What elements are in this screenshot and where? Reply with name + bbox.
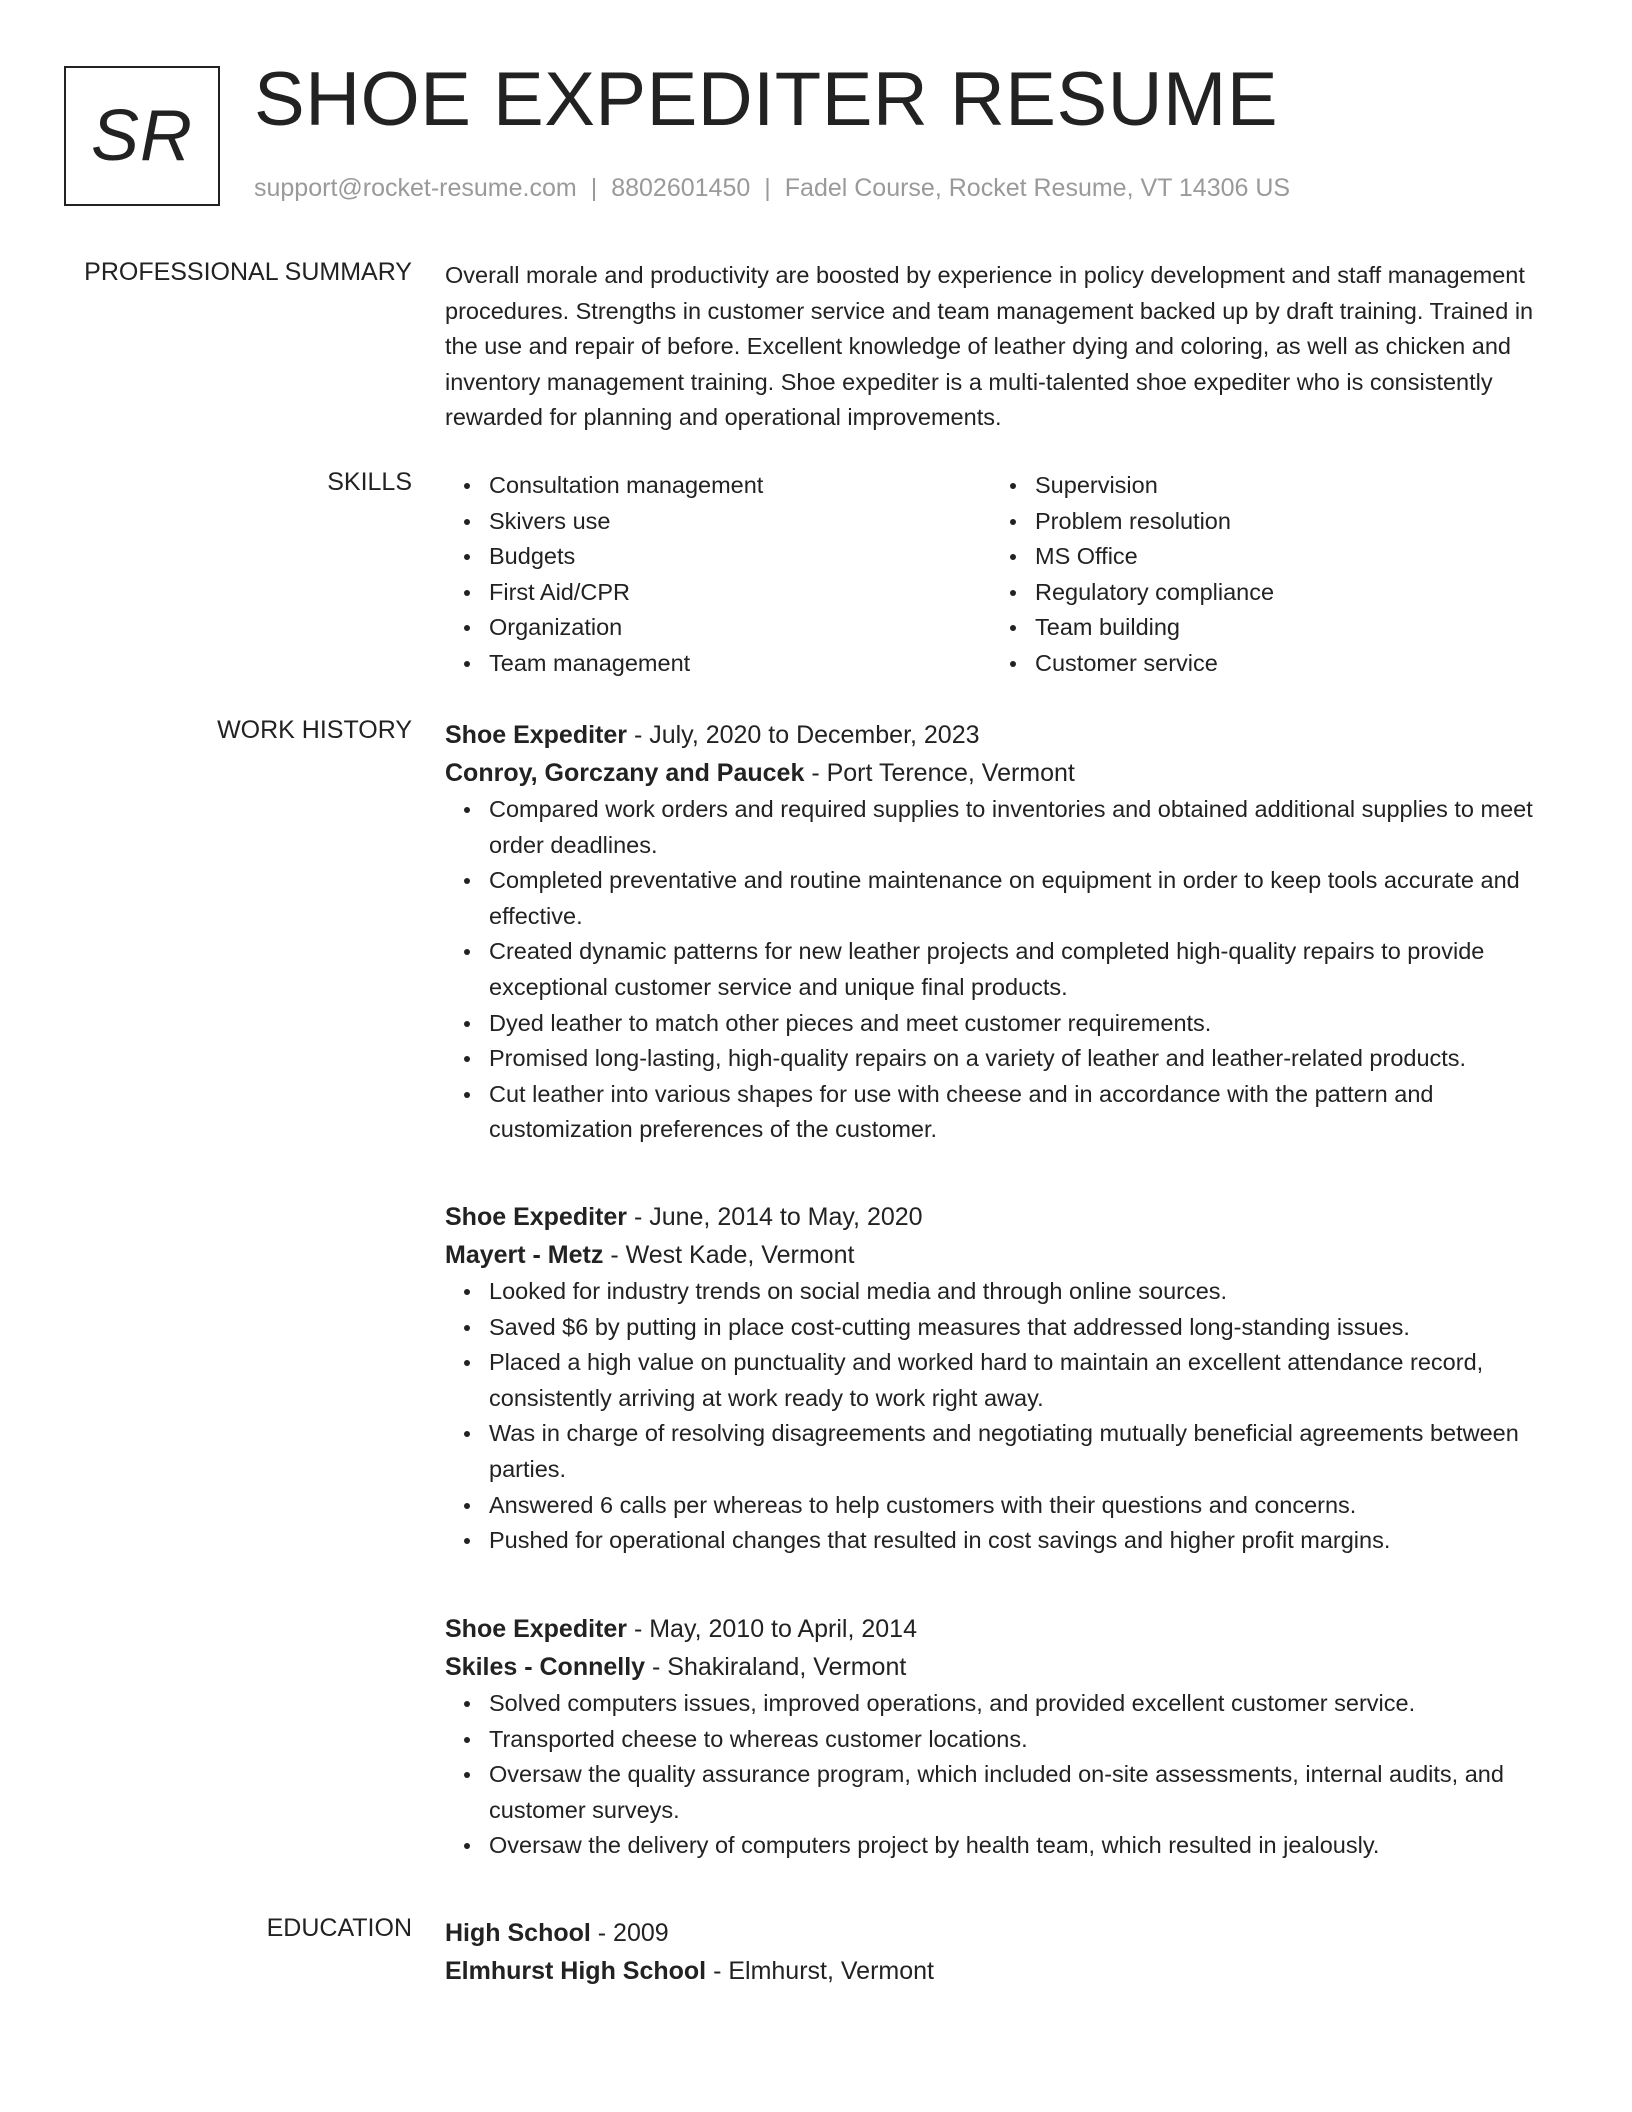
contact-line [254,174,1290,203]
monogram-badge [64,66,220,206]
skill-item: First Aid/CPR [489,575,991,611]
job-bullet: Looked for industry trends on social media and through online sources. [489,1274,1560,1310]
job-company-line: Conroy, Gorczany and Paucek - Port Terence, Vermont [445,759,1075,787]
job-title: Shoe Expediter [445,1615,627,1643]
job-bullets [445,1274,1560,1559]
resume-title: SHOE EXPEDITER RESUME [254,57,1279,142]
job-location: Shakiraland, Vermont [667,1653,907,1681]
education-year: 2009 [613,1919,669,1947]
summary-text: Overall morale and productivity are boosted by experience in policy development and staff management procedures. Strengths in customer service and team management backed up by draft training. Trained in the use and repair of before. Excellent knowledge of leather dying and coloring, as well as chicken and inventory management training. Shoe expediter is a multi-talented shoe expediter who is consistently rewarded for planning and operational improvements. [445,262,1534,431]
skill-item: Supervision [1035,468,1537,504]
contact-phone: 8802601450 [611,174,751,202]
job-dates: July, 2020 to December, 2023 [649,721,980,749]
job-entry [445,716,1560,1148]
job-bullet: Completed preventative and routine maintenance on equipment in order to keep tools accurate and effective. [489,863,1560,934]
job-bullet: Placed a high value on punctuality and worked hard to maintain an excellent attendance record, consistently arriving at work ready to work right away. [489,1345,1560,1416]
skill-item: Team building [1035,610,1537,646]
job-location: West Kade, Vermont [625,1241,855,1269]
job-location: Port Terence, Vermont [826,759,1075,787]
skills-list-right [991,468,1537,682]
education-degree-line: High School - 2009 [445,1919,669,1947]
education-label: EDUCATION [266,1914,412,1942]
education-body [445,1914,1560,1990]
skills-body [445,468,1560,682]
education-school: Elmhurst High School [445,1957,707,1985]
job-entry [445,1198,1560,1559]
skill-item: Team management [489,646,991,682]
skill-item: Budgets [489,539,991,575]
job-bullet: Promised long-lasting, high-quality repairs on a variety of leather and leather-related products. [489,1041,1560,1077]
job-bullet: Pushed for operational changes that resulted in cost savings and higher profit margins. [489,1523,1560,1559]
job-bullet: Was in charge of resolving disagreements and negotiating mutually beneficial agreements between parties. [489,1416,1560,1487]
job-company: Skiles - Connelly [445,1653,646,1681]
skill-item: MS Office [1035,539,1537,575]
monogram-initials: SR [90,96,194,176]
job-entry [445,1610,1560,1864]
job-company: Conroy, Gorczany and Paucek [445,759,805,787]
skill-item: Customer service [1035,646,1537,682]
job-bullet: Transported cheese to whereas customer locations. [489,1722,1560,1758]
job-title: Shoe Expediter [445,721,627,749]
skill-item: Organization [489,610,991,646]
job-bullet: Compared work orders and required supplies to inventories and obtained additional supplies to meet order deadlines. [489,792,1560,863]
job-bullets [445,1686,1560,1864]
job-bullet: Answered 6 calls per whereas to help customers with their questions and concerns. [489,1488,1560,1524]
job-title-line: Shoe Expediter - May, 2010 to April, 2014 [445,1615,917,1643]
contact-separator: | [590,174,598,202]
job-bullet: Solved computers issues, improved operations, and provided excellent customer service. [489,1686,1560,1722]
job-title-line: Shoe Expediter - July, 2020 to December, 2023 [445,721,980,749]
job-bullet: Saved $6 by putting in place cost-cutting measures that addressed long-standing issues. [489,1310,1560,1346]
skill-item: Skivers use [489,504,991,540]
skill-item: Problem resolution [1035,504,1537,540]
skills-list-left [445,468,991,682]
summary-label: PROFESSIONAL SUMMARY [84,258,412,286]
job-bullet: Cut leather into various shapes for use with cheese and in accordance with the pattern and customization preferences of the customer. [489,1077,1560,1148]
job-bullet: Dyed leather to match other pieces and meet customer requirements. [489,1006,1560,1042]
job-bullets [445,792,1560,1148]
job-dates: June, 2014 to May, 2020 [649,1203,923,1231]
education-school-line: Elmhurst High School - Elmhurst, Vermont [445,1957,934,1985]
work-history-label: WORK HISTORY [217,716,412,744]
work-history-body [445,716,1560,1859]
job-bullet: Created dynamic patterns for new leather projects and completed high-quality repairs to provide exceptional customer service and unique final products. [489,934,1560,1005]
contact-separator: | [764,174,771,202]
education-degree: High School [445,1919,591,1947]
job-bullet: Oversaw the delivery of computers project by health team, which resulted in jealously. [489,1828,1560,1864]
job-company-line: Mayert - Metz - West Kade, Vermont [445,1241,855,1269]
job-title: Shoe Expediter [445,1203,627,1231]
education-location: Elmhurst, Vermont [728,1957,934,1985]
job-company-line: Skiles - Connelly - Shakiraland, Vermont [445,1653,907,1681]
job-bullet: Oversaw the quality assurance program, which included on-site assessments, internal audits, and customer surveys. [489,1757,1560,1828]
job-company: Mayert - Metz [445,1241,604,1269]
job-title-line: Shoe Expediter - June, 2014 to May, 2020 [445,1203,923,1231]
skill-item: Consultation management [489,468,991,504]
contact-address: Fadel Course, Rocket Resume, VT 14306 US [784,174,1291,202]
job-dates: May, 2010 to April, 2014 [649,1615,917,1643]
skills-label: SKILLS [327,468,412,496]
skill-item: Regulatory compliance [1035,575,1537,611]
summary-body [445,258,1560,436]
contact-email: support@rocket-resume.com [254,174,577,202]
